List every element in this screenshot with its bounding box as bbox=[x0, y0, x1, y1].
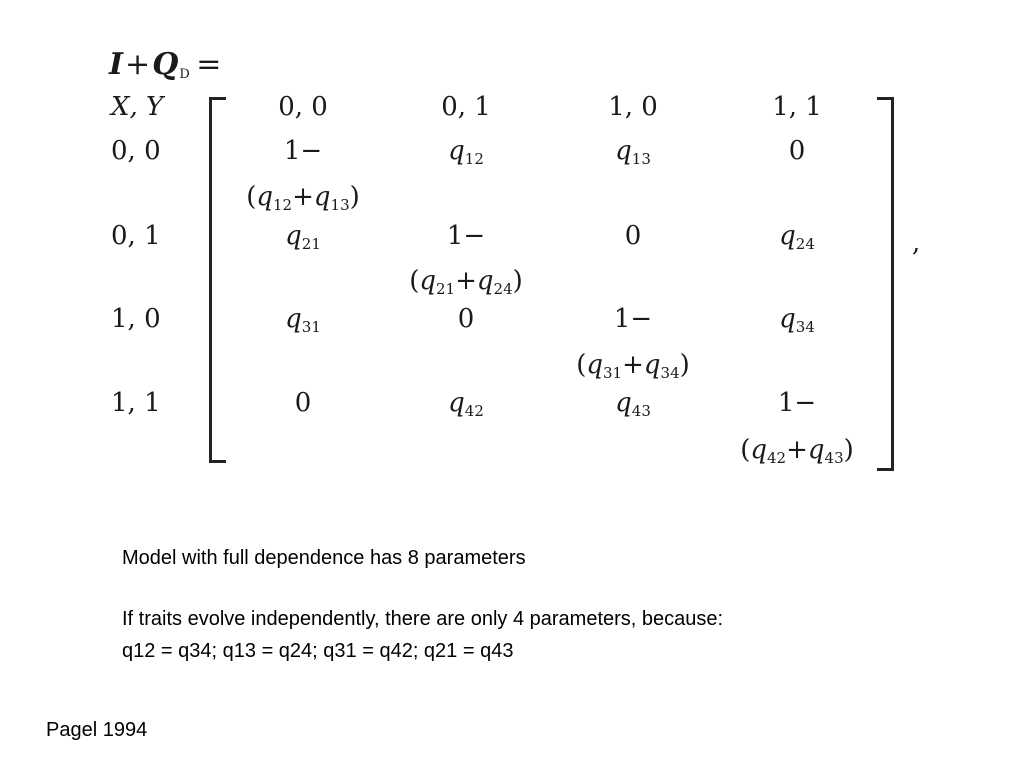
q-subscript: D bbox=[179, 67, 191, 82]
row-label-10: 1, 0 bbox=[111, 304, 161, 334]
cell-r3c4 bbox=[779, 304, 815, 334]
rate-symbol: q bbox=[807, 435, 825, 465]
row-label-00: 0, 0 bbox=[111, 136, 161, 166]
rate-subscript: 13 bbox=[631, 150, 651, 168]
matrix-left-bracket bbox=[209, 97, 226, 463]
plus-sign: + bbox=[125, 47, 151, 82]
cell-r4c3 bbox=[615, 388, 651, 418]
cell-r2c2-line1: 1− bbox=[446, 221, 486, 251]
rate-subscript: 31 bbox=[301, 318, 321, 336]
text-line-independence: If traits evolve independently, there are only 4 parameters, because: bbox=[122, 608, 724, 630]
cell-r3c2: 0 bbox=[457, 304, 475, 334]
plus-sign: + bbox=[786, 435, 808, 465]
rate-subscript: 24 bbox=[795, 235, 815, 253]
cell-r1c2 bbox=[448, 136, 484, 166]
rate-symbol: q bbox=[779, 221, 796, 251]
cell-r3c3-line1: 1− bbox=[613, 304, 653, 334]
rate-term bbox=[419, 266, 455, 296]
paren-open: ( bbox=[246, 182, 257, 212]
paren-close: ) bbox=[349, 182, 360, 212]
rate-symbol: q bbox=[256, 182, 274, 212]
paren-open: ( bbox=[740, 435, 751, 465]
rate-symbol: q bbox=[419, 266, 437, 296]
rate-term bbox=[779, 221, 815, 251]
rate-symbol: q bbox=[285, 304, 302, 334]
rate-term bbox=[779, 304, 815, 334]
column-header-10: 1, 0 bbox=[608, 92, 658, 122]
rate-subscript: 43 bbox=[824, 449, 844, 467]
rate-subscript: 42 bbox=[464, 402, 484, 420]
rate-symbol: q bbox=[750, 435, 768, 465]
rate-term bbox=[448, 388, 484, 418]
text-line-full-dependence: Model with full dependence has 8 parameters bbox=[122, 547, 526, 569]
cell-r2c4 bbox=[779, 221, 815, 251]
column-header-00: 0, 0 bbox=[278, 92, 328, 122]
rate-subscript: 24 bbox=[493, 280, 513, 298]
matrix-trailing-comma: , bbox=[912, 228, 921, 258]
cell-r4c1: 0 bbox=[294, 388, 312, 418]
rate-symbol: q bbox=[586, 350, 604, 380]
paren-open: ( bbox=[576, 350, 587, 380]
rate-term bbox=[644, 350, 680, 380]
column-header-11: 1, 1 bbox=[772, 92, 822, 122]
rate-term bbox=[477, 266, 513, 296]
rate-term bbox=[615, 388, 651, 418]
rate-symbol: q bbox=[476, 266, 494, 296]
paren-close: ) bbox=[843, 435, 854, 465]
cell-r2c3: 0 bbox=[624, 221, 642, 251]
row-label-11: 1, 1 bbox=[111, 388, 161, 418]
citation: Pagel 1994 bbox=[46, 719, 148, 741]
rate-subscript: 12 bbox=[464, 150, 484, 168]
rate-term bbox=[285, 221, 321, 251]
column-header-01: 0, 1 bbox=[441, 92, 491, 122]
plus-sign: + bbox=[455, 266, 477, 296]
rate-symbol: q bbox=[615, 388, 632, 418]
rate-symbol: q bbox=[448, 388, 465, 418]
rate-term bbox=[586, 350, 622, 380]
equation-title bbox=[109, 47, 221, 82]
rate-subscript: 34 bbox=[660, 364, 680, 382]
cell-r2c2-line2 bbox=[409, 266, 523, 296]
rate-symbol: q bbox=[615, 136, 632, 166]
rate-symbol: q bbox=[285, 221, 302, 251]
cell-r4c4-line1: 1− bbox=[777, 388, 817, 418]
cell-r3c3-line2 bbox=[576, 350, 690, 380]
rate-term bbox=[808, 435, 844, 465]
rate-symbol: q bbox=[448, 136, 465, 166]
paren-open: ( bbox=[409, 266, 420, 296]
rate-term bbox=[615, 136, 651, 166]
rate-subscript: 12 bbox=[273, 196, 293, 214]
cell-r3c1 bbox=[285, 304, 321, 334]
cell-r1c4: 0 bbox=[788, 136, 806, 166]
row-label-01: 0, 1 bbox=[111, 221, 161, 251]
text-line-equalities: q12 = q34; q13 = q24; q31 = q42; q21 = q43 bbox=[122, 640, 514, 662]
rate-term bbox=[314, 182, 350, 212]
cell-r4c4-line2 bbox=[740, 435, 854, 465]
cell-r4c2 bbox=[448, 388, 484, 418]
cell-r1c3 bbox=[615, 136, 651, 166]
q-symbol: Q bbox=[152, 47, 179, 82]
matrix-corner-label: X, Y bbox=[111, 92, 164, 122]
rate-subscript: 21 bbox=[436, 280, 456, 298]
cell-r1c1-line2 bbox=[246, 182, 360, 212]
rate-subscript: 34 bbox=[795, 318, 815, 336]
matrix-right-bracket bbox=[877, 97, 894, 471]
rate-term bbox=[285, 304, 321, 334]
cell-r1c1-line1: 1− bbox=[283, 136, 323, 166]
rate-subscript: 42 bbox=[767, 449, 787, 467]
rate-subscript: 21 bbox=[301, 235, 321, 253]
rate-symbol: q bbox=[643, 350, 661, 380]
plus-sign: + bbox=[292, 182, 314, 212]
equals-sign: = bbox=[196, 47, 222, 82]
cell-r2c1 bbox=[285, 221, 321, 251]
paren-close: ) bbox=[679, 350, 690, 380]
rate-term bbox=[750, 435, 786, 465]
rate-symbol: q bbox=[313, 182, 331, 212]
rate-term bbox=[256, 182, 292, 212]
rate-term bbox=[448, 136, 484, 166]
rate-subscript: 31 bbox=[603, 364, 623, 382]
identity-symbol: I bbox=[109, 47, 124, 82]
plus-sign: + bbox=[622, 350, 644, 380]
rate-symbol: q bbox=[779, 304, 796, 334]
paren-close: ) bbox=[512, 266, 523, 296]
rate-subscript: 13 bbox=[330, 196, 350, 214]
rate-subscript: 43 bbox=[631, 402, 651, 420]
